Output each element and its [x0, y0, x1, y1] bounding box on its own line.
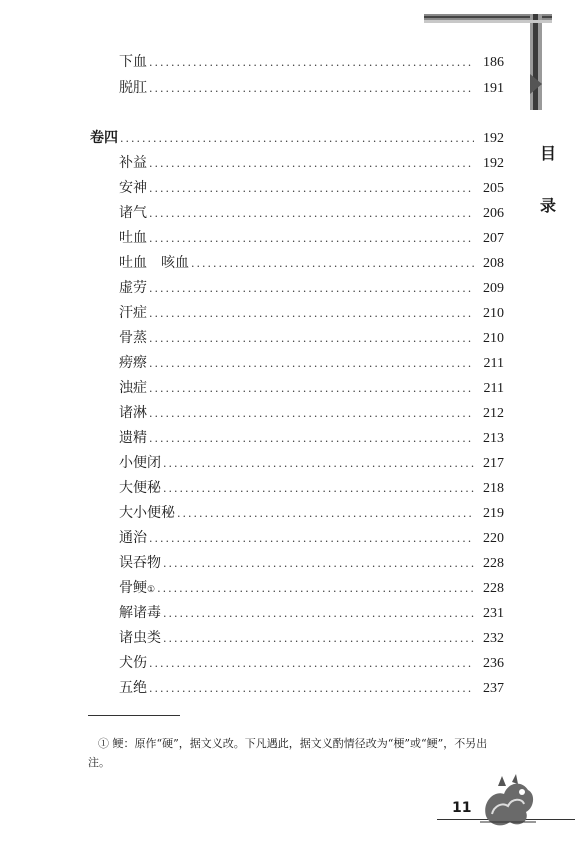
toc-entry-page: 192: [483, 131, 504, 146]
toc-entry[interactable]: [119, 551, 504, 575]
toc-entry[interactable]: [119, 50, 504, 74]
toc-entry-title: 犬伤: [119, 655, 147, 671]
toc-entry-page: 210: [483, 331, 504, 346]
toc-entry-title: 虚劳: [119, 280, 147, 296]
dot-leader: [163, 602, 474, 626]
toc-entry-title: 诸淋: [119, 405, 147, 421]
toc-entry-title: 误吞物: [119, 555, 161, 571]
toc-entry-title: 大便秘: [119, 480, 161, 496]
dot-leader: [149, 77, 474, 101]
dot-leader: [149, 302, 474, 326]
toc-entry-page: 231: [483, 606, 504, 621]
dot-leader: [149, 227, 474, 251]
side-section-label: [537, 128, 559, 232]
toc-entry-title: 脱肛: [119, 80, 147, 96]
toc-entry[interactable]: [119, 651, 504, 675]
toc-entry-page: 213: [483, 431, 504, 446]
toc-entry-title: 骨鲠: [119, 580, 147, 596]
toc-entry-title: 遗精: [119, 430, 147, 446]
toc-entry[interactable]: [119, 176, 504, 200]
toc-entry[interactable]: [119, 351, 504, 375]
dot-leader: [163, 552, 474, 576]
toc-entry-page: 220: [483, 531, 504, 546]
dot-leader: [149, 527, 474, 551]
dot-leader: [163, 452, 474, 476]
toc-entry-title: 卷四: [90, 130, 118, 146]
toc-entry-page: 228: [483, 581, 504, 596]
dot-leader: [191, 252, 474, 276]
dot-leader: [149, 152, 474, 176]
toc-entry[interactable]: [119, 301, 504, 325]
toc-entry[interactable]: [119, 526, 504, 550]
toc-entry-page: 210: [483, 306, 504, 321]
toc-entry-page: 236: [483, 656, 504, 671]
toc-entry[interactable]: [119, 626, 504, 650]
toc-entry-page: 219: [483, 506, 504, 521]
toc-entry-title: 大小便秘: [119, 505, 175, 521]
toc-entry-page: 217: [483, 456, 504, 471]
toc-entry[interactable]: [119, 426, 504, 450]
footnote-mark: ①: [98, 737, 109, 750]
toc-entry-title: 小便闭: [119, 455, 161, 471]
toc-entry-page: 228: [483, 556, 504, 571]
toc-entry-title: 吐血 咳血: [119, 255, 189, 271]
toc-entry-title: 下血: [119, 54, 147, 70]
toc-entry-page: 206: [483, 206, 504, 221]
dot-leader: [149, 177, 474, 201]
toc-entry[interactable]: [119, 676, 504, 700]
toc-entry-page: 237: [483, 681, 504, 696]
dot-leader: [149, 427, 474, 451]
toc-entry-page: 211: [483, 356, 504, 371]
toc-entry-title: 诸气: [119, 205, 147, 221]
toc-entry[interactable]: 骨鲠 ① ..... 228: [119, 576, 504, 600]
toc-entry-title: 骨蒸: [119, 330, 147, 346]
toc-entry-title: 痨瘵: [119, 355, 147, 371]
dot-leader: [163, 627, 474, 651]
toc-entry-page: 192: [483, 156, 504, 171]
dot-leader: [177, 502, 474, 526]
toc-entry-title: 诸虫类: [119, 630, 161, 646]
toc-entry[interactable]: [119, 376, 504, 400]
toc-entry[interactable]: [119, 76, 504, 100]
toc-entry-title: 安神: [119, 180, 147, 196]
toc-entry-page: 191: [483, 81, 504, 96]
footnote: [88, 734, 508, 772]
toc-entry[interactable]: [119, 151, 504, 175]
footnote-text: 鲠：原作“硬”，据文义改。下凡遇此，据文义酌情径改为“梗”或“鲠”，不另出注。: [88, 737, 488, 769]
toc-entry[interactable]: [119, 251, 504, 275]
dot-leader: [149, 402, 474, 426]
toc-entry-title: 通治: [119, 530, 147, 546]
side-label-char-2: 录: [539, 196, 556, 215]
dot-leader: [120, 127, 474, 151]
toc-entry-page: 209: [483, 281, 504, 296]
toc-entry[interactable]: [119, 276, 504, 300]
toc-entry[interactable]: [119, 401, 504, 425]
toc-entry[interactable]: [119, 476, 504, 500]
dot-leader: [149, 51, 474, 75]
dot-leader: [149, 677, 474, 701]
footnote-rule: [88, 715, 180, 716]
toc-volume-heading[interactable]: [90, 126, 504, 150]
dot-leader: [149, 327, 474, 351]
page-number: 11: [452, 800, 472, 816]
toc-entry-title: 五绝: [119, 680, 147, 696]
toc-entry-page: 205: [483, 181, 504, 196]
toc-entry-title: 浊症: [119, 380, 147, 396]
toc-entry-title: 汗症: [119, 305, 147, 321]
toc-entry-page: 212: [483, 406, 504, 421]
dot-leader: [149, 652, 474, 676]
toc-entry-page: 232: [483, 631, 504, 646]
toc-entry[interactable]: [119, 326, 504, 350]
toc-entry-title: 补益: [119, 155, 147, 171]
toc-entry[interactable]: [119, 601, 504, 625]
toc-entry-page: 211: [483, 381, 504, 396]
toc-entry[interactable]: [119, 501, 504, 525]
toc-entry-title: 解诸毒: [119, 605, 161, 621]
toc-entry-page: 218: [483, 481, 504, 496]
toc-entry-page: 186: [483, 55, 504, 70]
dot-leader: [149, 352, 474, 376]
dot-leader: [157, 577, 474, 601]
toc-entry-title: 吐血: [119, 230, 147, 246]
dragon-ornament-icon: [478, 772, 538, 830]
dot-leader: [163, 477, 474, 501]
dot-leader: [149, 202, 474, 226]
toc-entry[interactable]: [119, 201, 504, 225]
toc-entry[interactable]: [119, 226, 504, 250]
dot-leader: [149, 277, 474, 301]
side-label-char-1: 目: [539, 144, 556, 163]
toc-entry-page: 208: [483, 256, 504, 271]
toc-entry-page: 207: [483, 231, 504, 246]
toc-entry[interactable]: [119, 451, 504, 475]
dot-leader: [149, 377, 474, 401]
